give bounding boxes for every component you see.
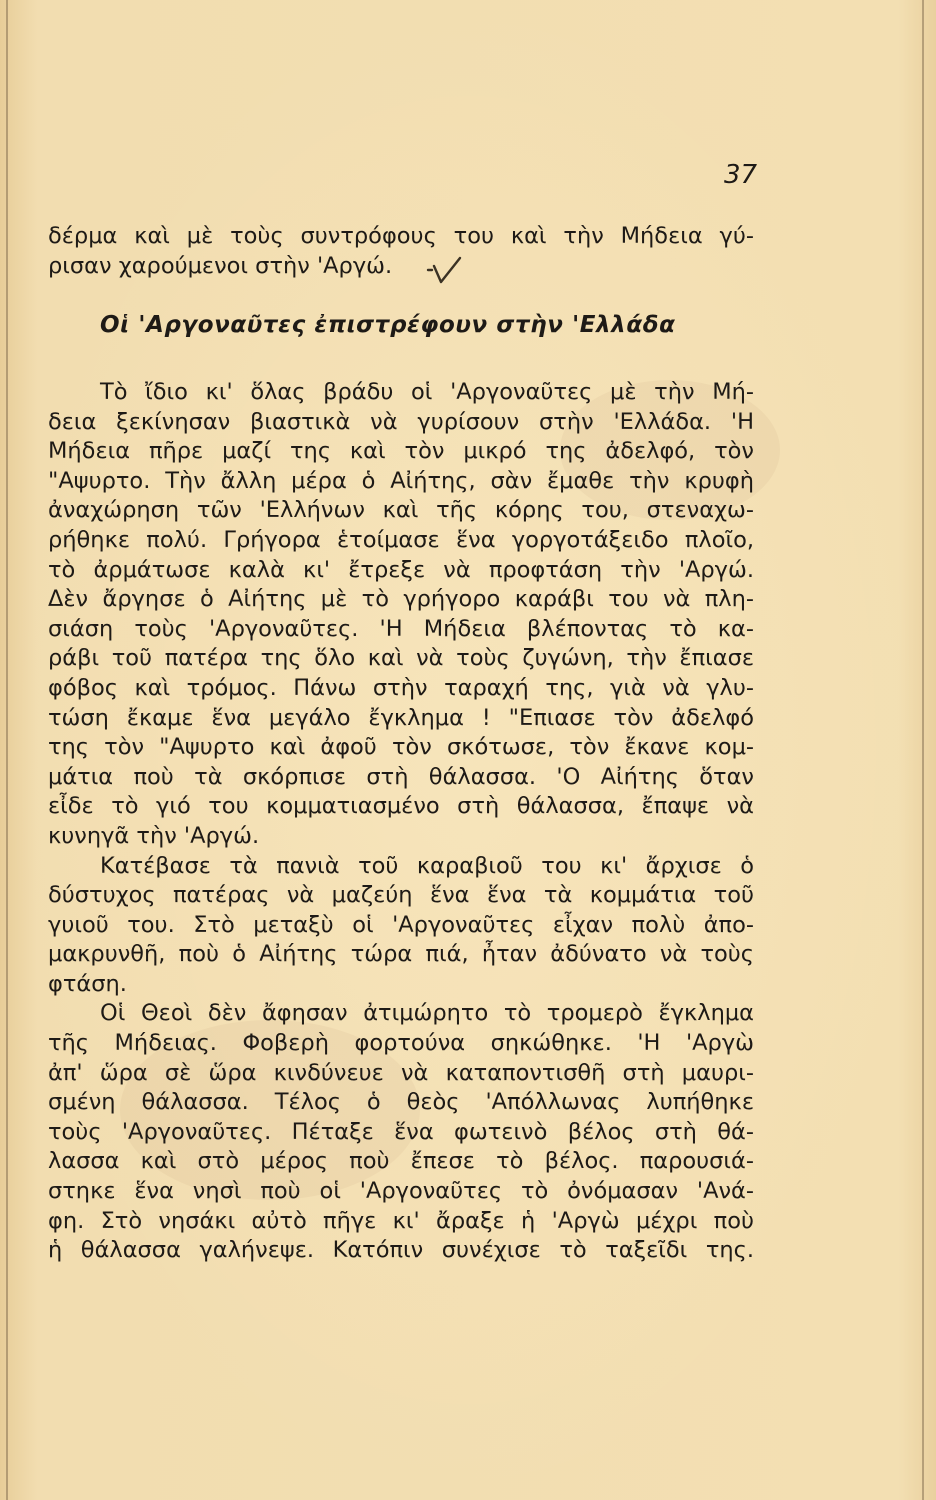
text-line: στηκε ἕνα νησὶ ποὺ οἱ 'Αργοναῦτες τὸ ὀνόμασαν 'Ανά-	[48, 1178, 754, 1205]
text-line: τὸ ἀρμάτωσε καλὰ κι' ἔτρεξε νὰ προφτάση τὴν 'Αργώ.	[48, 556, 754, 583]
text-line: ἡ θάλασσα γαλήνεψε. Κατόπιν συνέχισε τὸ ταξεῖδι της.	[48, 1237, 754, 1264]
text-line: Δὲν ἄργησε ὁ Αἰήτης μὲ τὸ γρήγορο καράβι του νὰ πλη-	[48, 586, 754, 613]
text-line: Μήδεια πῆρε μαζί της καὶ τὸν μικρό της ἀδελφό, τὸν	[48, 438, 754, 465]
text-line: τοὺς 'Αργοναῦτες. Πέταξε ἕνα φωτεινὸ βέλος στὴ θά-	[48, 1118, 754, 1145]
text-line: φόβος καὶ τρόμος. Πάνω στὴν ταραχή της, γιὰ νὰ γλυ-	[48, 674, 754, 701]
text-line: τώση ἔκαμε ἕνα μεγάλο ἔγκλημα ! "Επιασε τὸν ἀδελφό	[48, 704, 754, 731]
text-line: μάτια ποὺ τὰ σκόρπισε στὴ θάλασσα. 'Ο Αἰήτης ὅταν	[48, 763, 754, 790]
text-line: ἀναχώρηση τῶν 'Ελλήνων καὶ τῆς κόρης του, στεναχω-	[48, 497, 754, 524]
text-line: σιάση τοὺς 'Αργοναῦτες. 'Η Μήδεια βλέποντας τὸ κα-	[48, 615, 754, 642]
text-line: φτάση.	[48, 970, 127, 997]
text-line: μακρυνθῆ, ποὺ ὁ Αἰήτης τώρα πιά, ἦταν ἀδύνατο νὰ τοὺς	[48, 941, 754, 968]
right-edge-line	[922, 0, 924, 1500]
chapter-heading: Οἱ 'Αργοναῦτες ἐπιστρέφουν στὴν 'Ελλάδα	[100, 312, 676, 338]
text-line: "Αψυρτο. Τὴν ἄλλη μέρα ὁ Αἰήτης, σὰν ἔμαθε τὴν κρυφὴ	[48, 467, 754, 494]
text-line: δύστυχος πατέρας νὰ μαζεύη ἕνα ἕνα τὰ κομμάτια τοῦ	[48, 882, 754, 909]
text-line: Τὸ ἴδιο κι' ὅλας βράδυ οἱ 'Αργοναῦτες μὲ τὴν Μή-	[100, 379, 754, 405]
text-line: δέρμα καὶ μὲ τοὺς συντρόφους του καὶ τὴν Μήδεια γύ-	[48, 223, 754, 249]
opening-paragraph	[48, 222, 754, 281]
text-line: Κατέβασε τὰ πανιὰ τοῦ καραβιοῦ του κι' ἄρχισε ὁ	[100, 852, 754, 879]
text-line: ράβι τοῦ πατέρα της ὅλο καὶ νὰ τοὺς ζυγώνη, τὴν ἔπιασε	[48, 645, 754, 672]
text-line: εἶδε τὸ γιό του κομματιασμένο στὴ θάλασσα, ἔπαψε νὰ	[48, 793, 754, 820]
text-line: κυνηγᾶ τὴν 'Αργώ.	[48, 822, 260, 849]
text-line: ρήθηκε πολύ. Γρήγορα ἑτοίμασε ἕνα γοργοτάξειδο πλοῖο,	[48, 526, 754, 553]
text-line: γυιοῦ του. Στὸ μεταξὺ οἱ 'Αργοναῦτες εἶχαν πολὺ ἀπο-	[48, 911, 754, 938]
text-line: λασσα καὶ στὸ μέρος ποὺ ἔπεσε τὸ βέλος. παρουσιά-	[48, 1148, 754, 1175]
check-mark-icon	[424, 252, 464, 292]
page-number: 37	[724, 160, 758, 190]
text-line: ἀπ' ὥρα σὲ ὥρα κινδύνευε νὰ καταποντισθῆ στὴ μαυρι-	[48, 1059, 754, 1086]
text-line: δεια ξεκίνησαν βιαστικὰ νὰ γυρίσουν στὴν 'Ελλάδα. 'Η	[48, 408, 754, 435]
text-line: Οἱ Θεοὶ δὲν ἄφησαν ἀτιμώρητο τὸ τρομερὸ ἔγκλημα	[100, 1000, 754, 1027]
left-edge-line	[6, 0, 8, 1500]
text-line: της τὸν "Αψυρτο καὶ ἀφοῦ τὸν σκότωσε, τὸν ἔκανε κομ-	[48, 734, 754, 761]
body-text	[48, 378, 754, 1266]
text-line: ρισαν χαρούμενοι στὴν 'Αργώ.	[48, 252, 393, 279]
text-line: σμένη θάλασσα. Τέλος ὁ θεὸς 'Απόλλωνας λυπήθηκε	[48, 1089, 754, 1116]
text-line: φη. Στὸ νησάκι αὐτὸ πῆγε κι' ἄραξε ἡ 'Αργὼ μέχρι ποὺ	[48, 1207, 754, 1234]
text-line: τῆς Μήδειας. Φοβερὴ φορτούνα σηκώθηκε. 'Η 'Αργὼ	[48, 1030, 754, 1057]
